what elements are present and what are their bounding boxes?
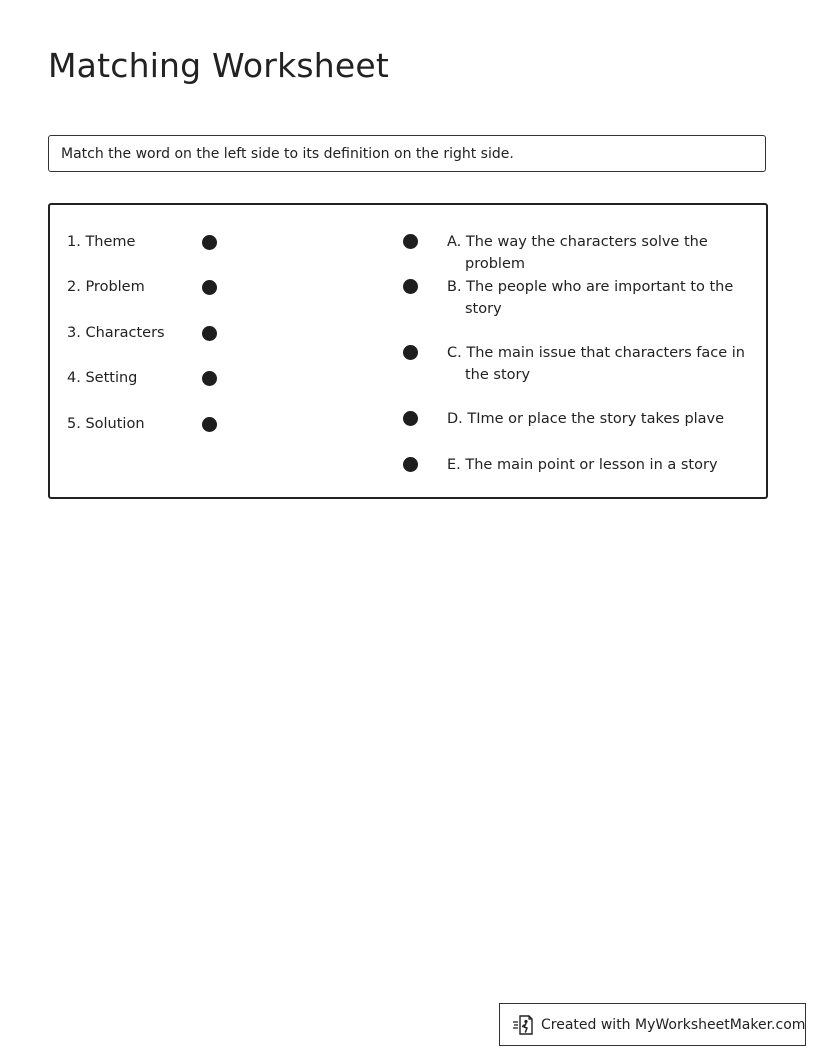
term-item-problem	[67, 277, 207, 297]
term-label: 4. Setting	[67, 370, 138, 386]
term-item-theme	[67, 232, 207, 252]
definition-match-dot[interactable]	[403, 234, 418, 249]
definition-match-dot[interactable]	[403, 457, 418, 472]
definition-label: C. The main issue that characters face in the story	[447, 345, 745, 383]
instructions-box	[48, 135, 766, 172]
term-match-dot[interactable]	[202, 371, 217, 386]
definition-match-dot[interactable]	[403, 279, 418, 294]
matching-panel	[48, 203, 768, 499]
definition-match-dot[interactable]	[403, 345, 418, 360]
term-match-dot[interactable]	[202, 417, 217, 432]
term-label: 5. Solution	[67, 416, 145, 432]
footer-text: Created with MyWorksheetMaker.com	[541, 1016, 806, 1033]
term-match-dot[interactable]	[202, 235, 217, 250]
definition-match-dot[interactable]	[403, 411, 418, 426]
definition-label: B. The people who are important to the story	[447, 279, 734, 317]
term-item-characters	[67, 323, 207, 343]
instructions-text: Match the word on the left side to its definition on the right side.	[61, 145, 514, 162]
term-label: 3. Characters	[67, 325, 165, 341]
worksheet-maker-logo-icon	[512, 1014, 534, 1036]
term-match-dot[interactable]	[202, 280, 217, 295]
definition-label: D. TIme or place the story takes plave	[447, 411, 725, 427]
term-item-setting	[67, 368, 207, 388]
definition-label: A. The way the characters solve the problem	[447, 234, 708, 272]
page-title: Matching Worksheet	[48, 46, 390, 85]
term-label: 2. Problem	[67, 279, 145, 295]
term-label: 1. Theme	[67, 234, 136, 250]
definition-label: E. The main point or lesson in a story	[447, 457, 718, 473]
term-match-dot[interactable]	[202, 326, 217, 341]
footer-badge[interactable]	[499, 1003, 806, 1046]
term-item-solution	[67, 414, 207, 434]
